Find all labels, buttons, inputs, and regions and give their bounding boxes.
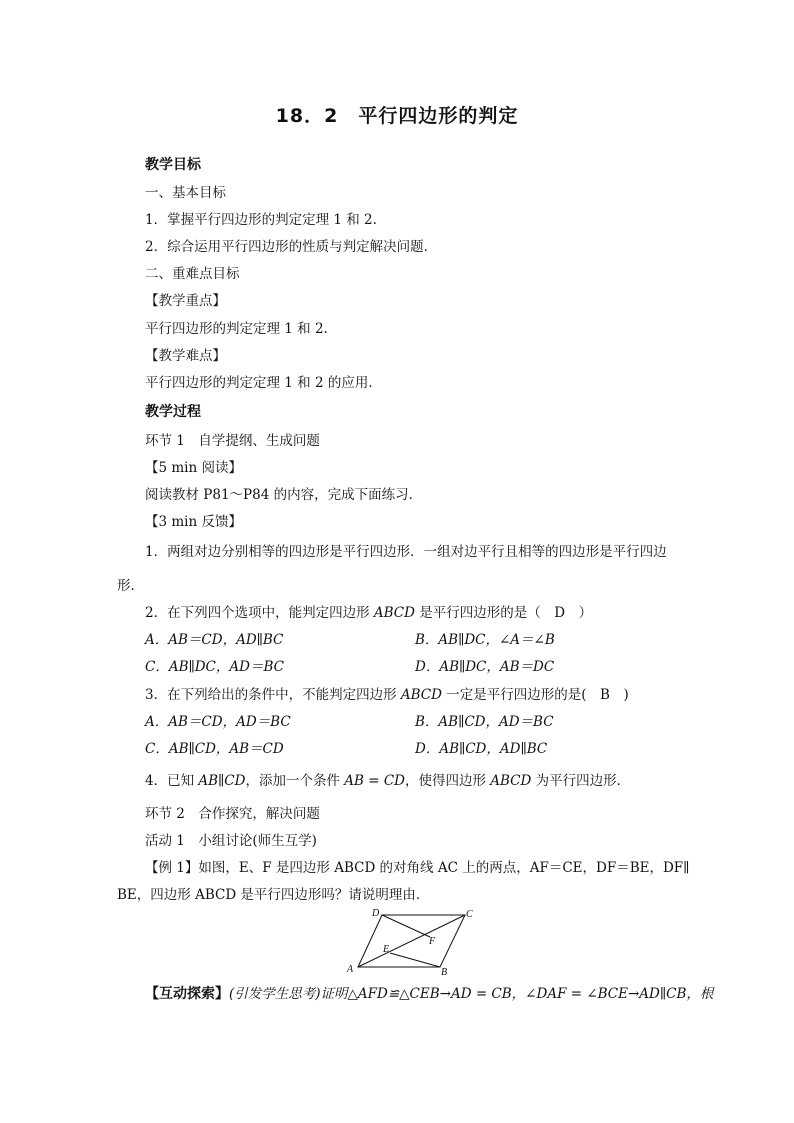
segment-be [390,953,440,967]
question-2-option-a: A．AB＝CD，AD∥BC [145,632,284,648]
segment-df [382,915,430,937]
label-e: E [383,944,390,955]
feedback-label: 【3 min 反馈】 [145,514,242,530]
page-title: 18．2 平行四边形的判定 [275,105,519,127]
interactive-explore-line: 【互动探索】(引发学生思考)证明△AFD≌△CEB→AD = CB，∠DAF = ∠BCE→AD∥CB，根 [145,986,714,1002]
example-1-line-1: 【例 1】如图，E、F 是四边形 ABCD 的对角线 AC 上的两点，AF＝CE，DF＝BE，DF∥ [145,860,690,876]
question-1-line-1: 1．两组对边分别相等的四边形是平行四边形．一组对边平行且相等的四边形是平行四边 [145,544,667,560]
focus-text: 平行四边形的判定定理 1 和 2. [145,321,328,337]
label-f: F [429,936,436,947]
focus-label: 【教学重点】 [145,293,226,309]
label-c: C [466,909,473,920]
question-3-option-a: A．AB＝CD，AD＝BC [145,714,291,730]
question-2-option-b: B．AB∥DC，∠A＝∠B [415,632,555,648]
step-2-heading: 环节 2 合作探究，解决问题 [145,806,320,822]
reading-label: 【5 min 阅读】 [145,460,242,476]
label-d: D [372,908,380,919]
question-3-option-c: C．AB∥CD，AB＝CD [145,741,284,757]
difficulty-label: 【教学难点】 [145,348,226,364]
activity-1-heading: 活动 1 小组讨论(师生互学) [145,833,317,849]
basic-objective-heading: 一、基本目标 [145,185,226,201]
label-a: A [347,964,354,975]
parallelogram-figure [345,907,475,977]
process-heading: 教学过程 [145,404,201,420]
question-1-line-2: 形． [117,578,144,594]
objective-item-1: 1．掌握平行四边形的判定定理 1 和 2. [145,212,377,228]
key-objective-heading: 二、重难点目标 [145,266,240,282]
difficulty-text: 平行四边形的判定定理 1 和 2 的应用． [145,375,382,391]
objectives-heading: 教学目标 [145,157,201,173]
example-1-line-2: BE，四边形 ABCD 是平行四边形吗？请说明理由． [117,887,430,903]
objective-item-2: 2．综合运用平行四边形的性质与判定解决问题． [145,239,438,255]
question-2-option-c: C．AB∥DC，AD＝BC [145,659,284,675]
reading-text: 阅读教材 P81～P84 的内容，完成下面练习． [145,487,423,503]
question-2-stem: 2．在下列四个选项中，能判定四边形 ABCD 是平行四边形的是（ D ） [145,605,593,621]
question-2-option-d: D．AB∥DC，AB＝DC [415,659,555,675]
question-3-stem: 3．在下列给出的条件中，不能判定四边形 ABCD 一定是平行四边形的是( B ) [145,687,629,703]
question-3-option-b: B．AB∥CD，AD＝BC [415,714,554,730]
question-4: 4．已知 AB∥CD，添加一个条件 AB = CD，使得四边形 ABCD 为平行四边形． [145,773,631,789]
question-3-option-d: D．AB∥CD，AD∥BC [415,741,548,757]
step-1-heading: 环节 1 自学提纲、生成问题 [145,433,320,449]
label-b: B [441,967,448,977]
